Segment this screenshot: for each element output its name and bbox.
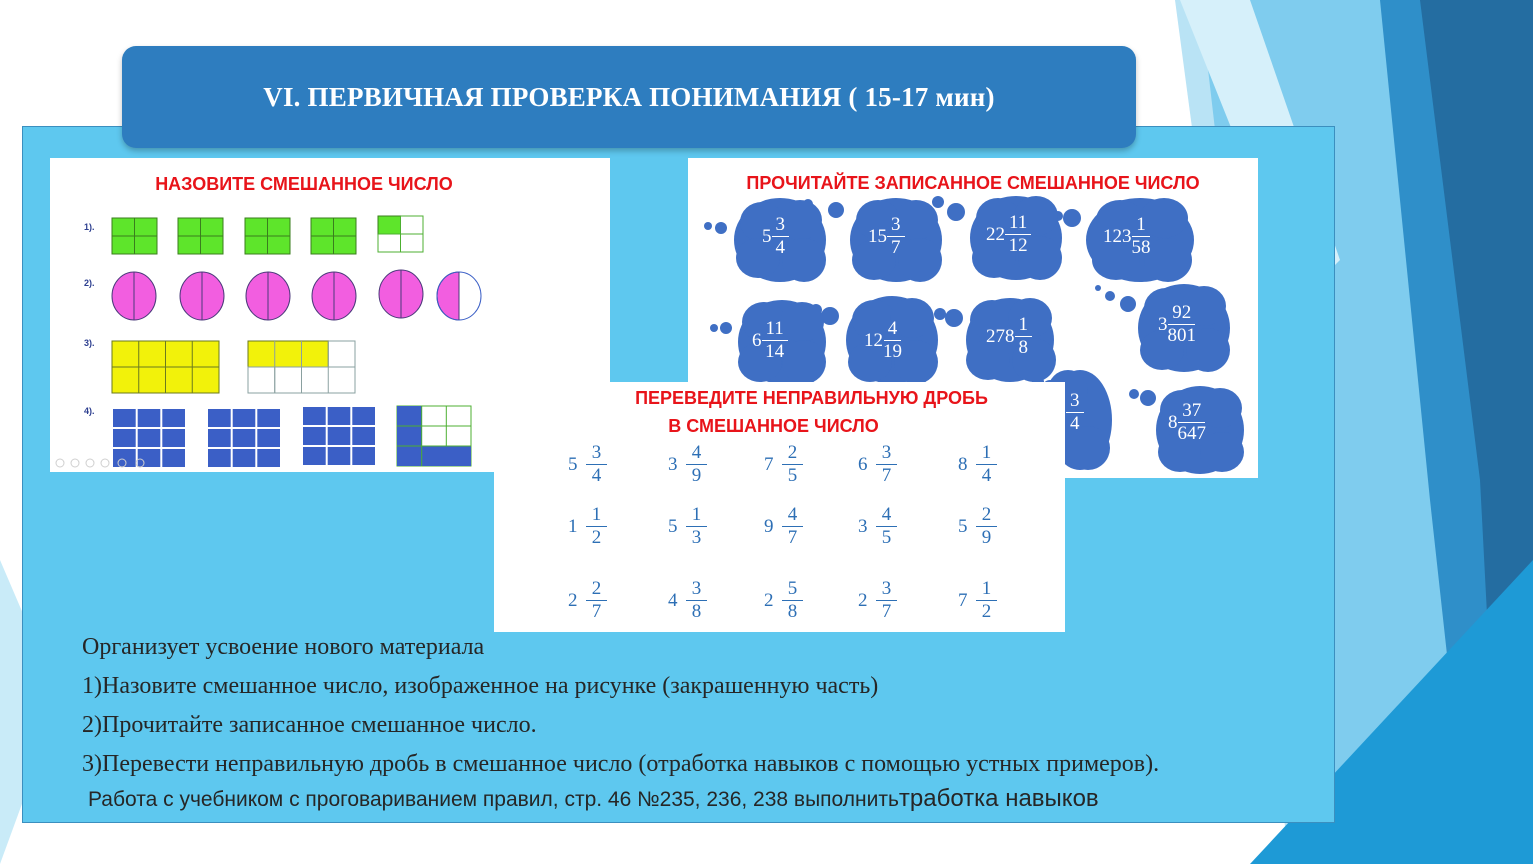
cloud-number xyxy=(986,314,1032,359)
whole-part: 123 xyxy=(1103,225,1132,247)
mixed-number-item xyxy=(668,442,712,487)
numerator: 3 xyxy=(772,214,790,237)
card-title-read-mixed: ПРОЧИТАЙТЕ ЗАПИСАННОЕ СМЕШАННОЕ ЧИСЛО xyxy=(746,173,1200,193)
fraction-part xyxy=(778,578,808,623)
text-line-task-2: 2)Прочитайте записанное смешанное число. xyxy=(82,712,537,738)
row-label-2: 2). xyxy=(84,278,95,288)
whole-part: 2 xyxy=(764,589,774,611)
denominator: 7 xyxy=(891,237,901,258)
whole-part: 5 xyxy=(568,453,578,475)
denominator: 7 xyxy=(591,601,602,622)
fraction-part xyxy=(772,214,790,259)
mixed-number-item xyxy=(858,442,902,487)
whole-part: 5 xyxy=(668,515,678,537)
numerator: 92 xyxy=(1168,302,1195,325)
mixed-number-item xyxy=(764,578,808,623)
whole-part: 2 xyxy=(568,589,578,611)
numerator: 3 xyxy=(586,442,608,465)
numerator: 4 xyxy=(876,504,898,527)
body-text xyxy=(82,628,1159,815)
denominator: 3 xyxy=(691,527,702,548)
denominator: 7 xyxy=(787,527,798,548)
whole-part: 3 xyxy=(858,515,868,537)
denominator: 58 xyxy=(1131,237,1151,258)
denominator: 9 xyxy=(981,527,992,548)
text-line-intro: Организует усвоение нового материала xyxy=(82,634,485,660)
numerator: 3 xyxy=(1066,390,1084,413)
row-label-4: 4). xyxy=(84,406,95,416)
fraction-part xyxy=(778,442,808,487)
denominator: 8 xyxy=(691,601,702,622)
mixed-number-item xyxy=(568,578,612,623)
cloud-number xyxy=(868,214,905,259)
row-label-1: 1). xyxy=(84,222,95,232)
fraction-part xyxy=(682,442,712,487)
whole-part: 3 xyxy=(1158,313,1168,335)
fraction-part xyxy=(887,214,905,259)
denominator: 9 xyxy=(691,465,702,486)
fraction-part xyxy=(1178,400,1207,445)
denominator: 4 xyxy=(981,465,992,486)
slide-header xyxy=(122,46,1136,148)
cloud-number xyxy=(1168,400,1206,445)
whole-part: 1 xyxy=(568,515,578,537)
fraction-part xyxy=(972,504,1002,549)
denominator: 8 xyxy=(787,601,798,622)
numerator: 3 xyxy=(887,214,905,237)
fraction-part xyxy=(682,578,712,623)
mixed-number-item xyxy=(858,578,902,623)
numerator: 1 xyxy=(586,504,608,527)
fraction-part xyxy=(778,504,808,549)
cloud-number xyxy=(1066,390,1084,435)
whole-part: 22 xyxy=(986,223,1005,245)
denominator: 647 xyxy=(1177,423,1206,444)
numerator: 5 xyxy=(782,578,804,601)
slide-title: VI. ПЕРВИЧНАЯ ПРОВЕРКА ПОНИМАНИЯ ( 15-17 мин) xyxy=(263,81,995,112)
fraction-part xyxy=(972,442,1002,487)
cloud-number xyxy=(1103,214,1151,259)
mixed-number-item xyxy=(958,504,1002,549)
denominator: 4 xyxy=(1070,413,1080,434)
numerator: 2 xyxy=(586,578,608,601)
mixed-number-item xyxy=(958,578,1002,623)
numerator: 3 xyxy=(876,442,898,465)
fraction-part xyxy=(1066,390,1084,435)
numerator: 1 xyxy=(976,442,998,465)
denominator: 19 xyxy=(883,341,902,362)
text-line-textbook xyxy=(88,784,1159,815)
denominator: 7 xyxy=(881,465,892,486)
denominator: 7 xyxy=(881,601,892,622)
numerator: 3 xyxy=(876,578,898,601)
numerator: 4 xyxy=(686,442,708,465)
numerator: 1 xyxy=(1132,214,1150,237)
numerator: 1 xyxy=(976,578,998,601)
whole-part: 7 xyxy=(764,453,774,475)
mixed-number-item xyxy=(764,504,808,549)
mixed-number-item xyxy=(568,504,612,549)
whole-part: 6 xyxy=(752,329,762,351)
fraction-part xyxy=(762,318,788,363)
denominator: 8 xyxy=(1018,337,1028,358)
cloud-number xyxy=(864,318,902,363)
denominator: 14 xyxy=(765,341,785,362)
card-convert-fraction xyxy=(494,382,1065,632)
whole-part: 15 xyxy=(868,225,887,247)
fraction-part xyxy=(872,578,902,623)
fraction-part xyxy=(872,442,902,487)
card-title-name-mixed: НАЗОВИТЕ СМЕШАННОЕ ЧИСЛО xyxy=(155,174,453,194)
fraction-part xyxy=(582,578,612,623)
card-title-convert-line2: В СМЕШАННОЕ ЧИСЛО xyxy=(668,416,879,436)
whole-part: 4 xyxy=(668,589,678,611)
whole-part: 8 xyxy=(1168,411,1178,433)
numerator: 2 xyxy=(782,442,804,465)
whole-part: 6 xyxy=(858,453,868,475)
numerator: 11 xyxy=(1005,212,1031,235)
numerator: 37 xyxy=(1178,400,1205,423)
text-line-task-1: 1)Назовите смешанное число, изображенное на рисунке (закрашенную часть) xyxy=(82,673,879,699)
mixed-number-item xyxy=(958,442,1002,487)
cloud-number xyxy=(1158,302,1196,347)
denominator: 4 xyxy=(775,237,785,258)
whole-part: 3 xyxy=(668,453,678,475)
fraction-part xyxy=(582,504,612,549)
numerator: 3 xyxy=(686,578,708,601)
cloud-number xyxy=(762,214,789,259)
whole-part: 12 xyxy=(864,329,883,351)
denominator: 4 xyxy=(591,465,602,486)
numerator: 2 xyxy=(976,504,998,527)
whole-part: 9 xyxy=(764,515,774,537)
whole-part: 7 xyxy=(958,589,968,611)
fraction-part xyxy=(1168,302,1197,347)
textbook-text-tail: тработка навыков xyxy=(898,785,1099,812)
whole-part: 2 xyxy=(858,589,868,611)
fraction-part xyxy=(1005,212,1031,257)
mixed-number-item xyxy=(764,442,808,487)
denominator: 5 xyxy=(881,527,892,548)
denominator: 12 xyxy=(1008,235,1028,256)
fraction-part xyxy=(883,318,902,363)
denominator: 2 xyxy=(591,527,602,548)
cloud-number xyxy=(752,318,788,363)
numerator: 1 xyxy=(686,504,708,527)
fraction-part xyxy=(872,504,902,549)
whole-part: 5 xyxy=(958,515,968,537)
whole-part: 278 xyxy=(986,325,1015,347)
denominator: 2 xyxy=(981,601,992,622)
textbook-text: Работа с учебником с проговариванием правил, стр. 46 №235, 236, 238 выполнить xyxy=(88,788,899,811)
denominator: 5 xyxy=(787,465,798,486)
fraction-part xyxy=(972,578,1002,623)
whole-part: 8 xyxy=(958,453,968,475)
mixed-number-item xyxy=(668,504,712,549)
fraction-part xyxy=(1132,214,1151,259)
mixed-number-item xyxy=(668,578,712,623)
card-title-convert-line1: ПЕРЕВЕДИТЕ НЕПРАВИЛЬНУЮ ДРОБЬ xyxy=(635,388,988,408)
mixed-number-item xyxy=(568,442,612,487)
fraction-part xyxy=(1015,314,1033,359)
fraction-part xyxy=(682,504,712,549)
whole-part: 5 xyxy=(762,225,772,247)
text-line-task-3: 3)Перевести неправильную дробь в смешанное число (отработка навыков с помощью устных примеров). xyxy=(82,751,1160,777)
row-label-3: 3). xyxy=(84,338,95,348)
numerator: 4 xyxy=(782,504,804,527)
numerator: 1 xyxy=(1015,314,1033,337)
cloud-number xyxy=(986,212,1031,257)
numerator: 4 xyxy=(884,318,902,341)
mixed-number-item xyxy=(858,504,902,549)
denominator: 801 xyxy=(1167,325,1196,346)
numerator: 11 xyxy=(762,318,788,341)
fraction-part xyxy=(582,442,612,487)
